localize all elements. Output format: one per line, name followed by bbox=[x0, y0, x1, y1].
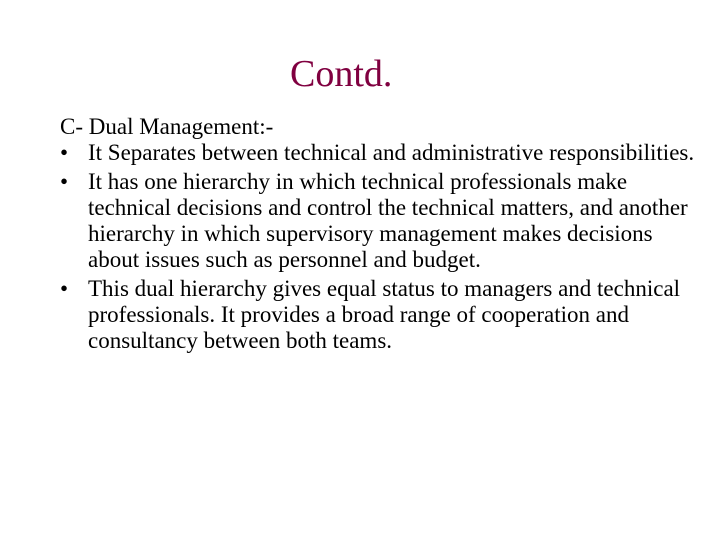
bullet-text: It has one hierarchy in which technical professionals make technical decisions and control the technical matters, and another hierarchy in which supervisory management makes decisions about issues such as personnel and budget. bbox=[88, 169, 688, 272]
bullet-item bbox=[60, 169, 700, 273]
slide-body bbox=[60, 114, 700, 357]
slide-title: Contd. bbox=[290, 53, 393, 95]
bullet-list bbox=[60, 140, 700, 354]
bullet-item bbox=[60, 276, 700, 354]
bullet-icon: • bbox=[60, 169, 69, 194]
bullet-item bbox=[60, 140, 700, 166]
bullet-icon: • bbox=[60, 140, 69, 165]
bullet-text: It Separates between technical and administrative responsibilities. bbox=[88, 140, 695, 165]
section-heading: C- Dual Management:- bbox=[60, 114, 274, 139]
bullet-icon: • bbox=[60, 276, 69, 301]
bullet-text: This dual hierarchy gives equal status to managers and technical professionals. It provides a broad range of cooperation and consultancy between both teams. bbox=[88, 276, 681, 353]
